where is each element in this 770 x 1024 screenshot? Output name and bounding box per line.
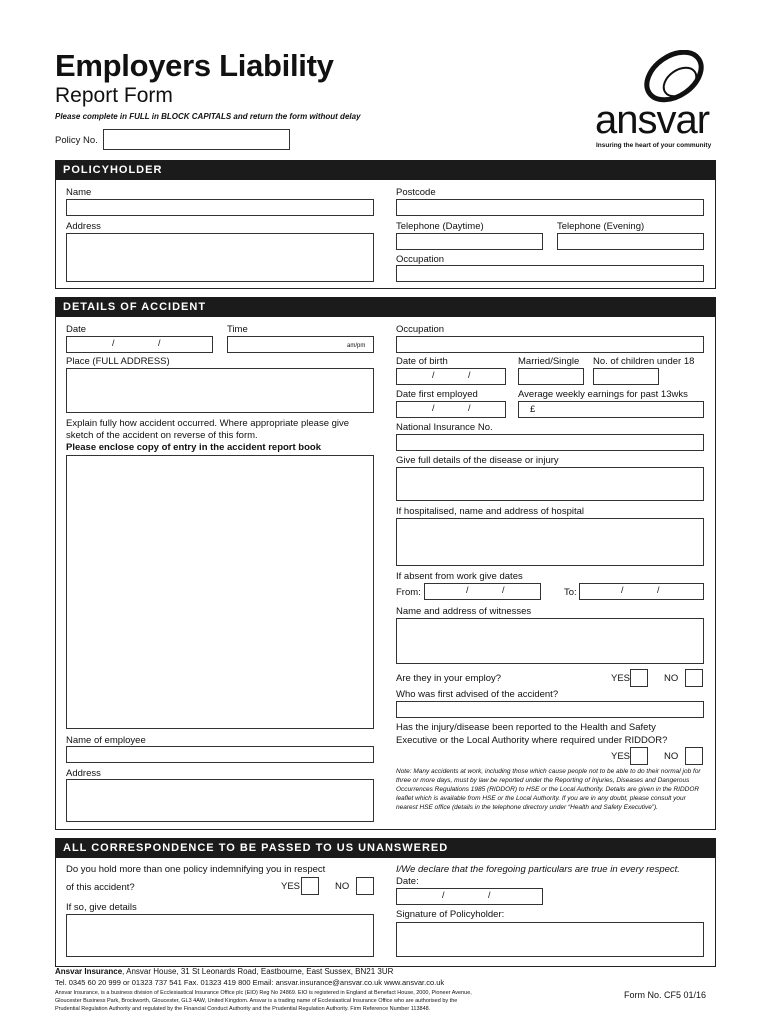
accident-heading: DETAILS OF ACCIDENT [55, 297, 716, 317]
explain-input[interactable] [66, 455, 374, 729]
disease-input[interactable] [396, 467, 704, 501]
from-label: From: [396, 587, 421, 598]
postcode-label: Postcode [396, 187, 436, 198]
employee-name-label: Name of employee [66, 735, 146, 746]
witnesses-label: Name and address of witnesses [396, 606, 532, 617]
policy-no-label: Policy No. [55, 135, 98, 146]
riddor-yes-checkbox[interactable] [630, 747, 648, 765]
date-sep: / [466, 585, 469, 595]
footer-legal-2: Gloucester Business Park, Brockworth, Gloucester, GL3 4AW, United Kingdom. Ansvar is a trading name of Ecclesiastical Insurance Office who are authorised by the [55, 998, 458, 1004]
time-label: Time [227, 324, 248, 335]
hospital-input[interactable] [396, 518, 704, 566]
date-sep: / [112, 338, 115, 348]
dob-input[interactable] [396, 368, 506, 385]
signature-input[interactable] [396, 922, 704, 957]
postcode-input[interactable] [396, 199, 704, 216]
explain-label: Explain fully how accident occurred. Where appropriate please give [66, 418, 350, 429]
footer-address: , Ansvar House, 31 St Leonards Road, Eastbourne, East Sussex, BN21 3UR [122, 967, 394, 976]
form-subtitle: Report Form [55, 84, 173, 107]
earnings-input[interactable] [518, 401, 704, 418]
absent-to-input[interactable] [579, 583, 704, 600]
employee-occupation-input[interactable] [396, 336, 704, 353]
hospital-label: If hospitalised, name and address of hospital [396, 506, 585, 517]
multi-policy-yes-checkbox[interactable] [301, 877, 319, 895]
yes-label: YES [611, 673, 631, 684]
in-employ-label: Are they in your employ? [396, 673, 502, 684]
married-input[interactable] [518, 368, 584, 385]
children-input[interactable] [593, 368, 659, 385]
riddor-no-checkbox[interactable] [685, 747, 703, 765]
tel-eve-input[interactable] [557, 233, 704, 250]
ni-label: National Insurance No. [396, 422, 493, 433]
absent-label: If absent from work give dates [396, 571, 523, 582]
earnings-label: Average weekly earnings for past 13wks [518, 389, 688, 400]
multi-policy-label-2: of this accident? [66, 882, 135, 893]
explain-label-3: Please enclose copy of entry in the accident report book [66, 442, 321, 453]
policy-no-input[interactable] [103, 129, 290, 150]
occupation-label: Occupation [396, 254, 445, 265]
tel-eve-label: Telephone (Evening) [557, 221, 645, 232]
explain-label-2: sketch of the accident on reverse of this form. [66, 430, 258, 441]
accident-date-input[interactable] [66, 336, 213, 353]
to-label: To: [564, 587, 577, 598]
tel-day-input[interactable] [396, 233, 543, 250]
logo-name: ansvar [595, 98, 710, 142]
policyholder-name-input[interactable] [66, 199, 374, 216]
date-label: Date [66, 324, 87, 335]
date-sep: / [442, 890, 445, 900]
occupation-input[interactable] [396, 265, 704, 282]
tel-day-label: Telephone (Daytime) [396, 221, 484, 232]
married-label: Married/Single [518, 356, 580, 367]
riddor-note: Note: Many accidents at work, including those which cause people not to be able to do their normal job for three or more days, must by law be reported under the Reporting of Injuries, Diseases and Dangerous Occurrences Regulations 1985 (RIDDOR) to HSE or the Local Authority. Details are given in the RIDDOR leaflet which is available from HSE or the Local Authority. If you are in any doubt, please consult your nearest HSE office (details in the telephone directory under “Health and Safety Executive”). [396, 768, 701, 811]
footer-company: Ansvar Insurance [55, 967, 123, 976]
disease-label: Give full details of the disease or injury [396, 455, 559, 466]
name-label: Name [66, 187, 92, 198]
address-label: Address [66, 221, 101, 232]
policyholder-address-input[interactable] [66, 233, 374, 282]
date-sep: / [432, 403, 435, 413]
yes-label: YES [611, 751, 631, 762]
date-sep: / [468, 370, 471, 380]
employee-address-input[interactable] [66, 779, 374, 822]
declare-date-input[interactable] [396, 888, 543, 905]
pound-sign: £ [530, 404, 536, 415]
ni-input[interactable] [396, 434, 704, 451]
date-sep: / [621, 585, 624, 595]
employee-name-input[interactable] [66, 746, 374, 763]
correspondence-heading: ALL CORRESPONDENCE TO BE PASSED TO US UNANSWERED [55, 838, 716, 858]
date-sep: / [468, 403, 471, 413]
footer-address-line [55, 967, 393, 976]
children-label: No. of children under 18 [593, 356, 695, 367]
employee-address-label: Address [66, 768, 101, 779]
first-employed-input[interactable] [396, 401, 506, 418]
multi-policy-no-checkbox[interactable] [356, 877, 374, 895]
footer-contacts: Tel. 0345 60 20 999 or 01323 737 541 Fax. 01323 419 800 Email: ansvar.insurance@ansvar.co.uk www.ansvar.co.uk [55, 978, 445, 987]
instruction: Please complete in FULL in BLOCK CAPITALS and return the form without delay [55, 112, 361, 121]
policyholder-heading: POLICYHOLDER [55, 160, 716, 180]
form-title: Employers Liability [55, 48, 334, 83]
date-sep: / [657, 585, 660, 595]
no-label: NO [335, 881, 350, 892]
no-label: NO [664, 673, 679, 684]
dob-label: Date of birth [396, 356, 448, 367]
footer-legal-3: Prudential Regulation Authority and regulated by the Financial Conduct Authority and the Prudential Regulation Authority. Firm Reference Number 113848. [55, 1006, 431, 1012]
date-sep: / [432, 370, 435, 380]
footer-legal-1: Ansvar Insurance, is a business division of Ecclesiastical Insurance Office plc (EIO) Reg No 24869. EIO is registered in England at Benefact House, 2000, Pioneer Avenue, [55, 990, 472, 996]
occupation-label: Occupation [396, 324, 445, 335]
no-label: NO [664, 751, 679, 762]
place-label: Place (FULL ADDRESS) [66, 356, 170, 367]
employ-yes-checkbox[interactable] [630, 669, 648, 687]
first-advised-label: Who was first advised of the accident? [396, 689, 559, 700]
reported-label-2: Executive or the Local Authority where required under RIDDOR? [396, 735, 668, 746]
date-sep: / [488, 890, 491, 900]
details-label: If so, give details [66, 902, 137, 913]
date-sep: / [502, 585, 505, 595]
absent-from-input[interactable] [424, 583, 541, 600]
yes-label: YES [281, 881, 301, 892]
witnesses-input[interactable] [396, 618, 704, 664]
logo-tagline: Insuring the heart of your community [596, 142, 712, 149]
details-input[interactable] [66, 914, 374, 957]
place-input[interactable] [66, 368, 374, 413]
first-employed-label: Date first employed [396, 389, 478, 400]
reported-label: Has the injury/disease been reported to the Health and Safety [396, 722, 656, 733]
signature-label: Signature of Policyholder: [396, 909, 505, 920]
declaration: I/We declare that the foregoing particulars are true in every respect. [396, 864, 680, 875]
employ-no-checkbox[interactable] [685, 669, 703, 687]
declare-date-label: Date: [396, 876, 419, 887]
form-number: Form No. CF5 01/16 [624, 990, 707, 1000]
multi-policy-label: Do you hold more than one policy indemnifying you in respect [66, 864, 326, 875]
first-advised-input[interactable] [396, 701, 704, 718]
ampm-label: am/pm [347, 343, 366, 349]
date-sep: / [158, 338, 161, 348]
